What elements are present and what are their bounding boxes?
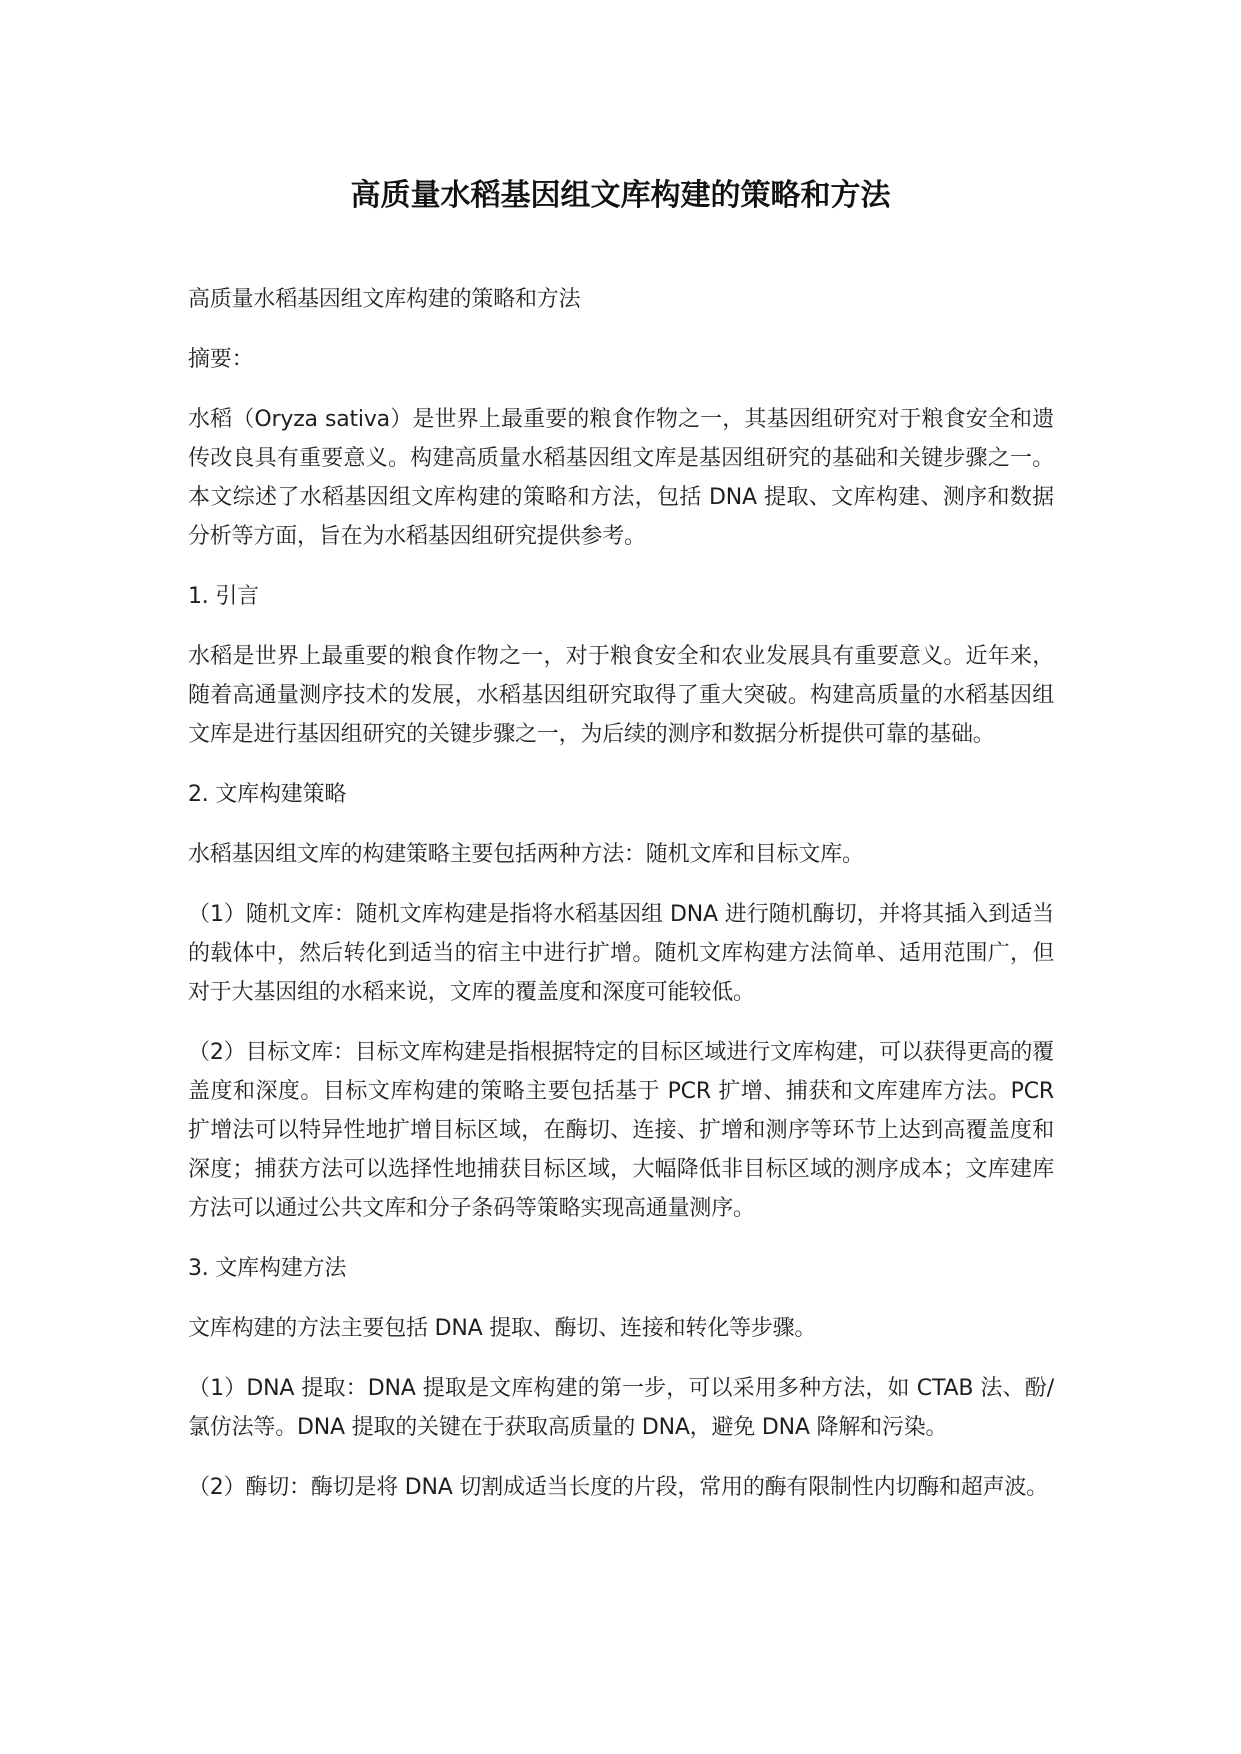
methods-dna-extraction-paragraph: （1）DNA 提取：DNA 提取是文库构建的第一步，可以采用多种方法，如 CTAB 法、酚/氯仿法等。DNA 提取的关键在于获取高质量的 DNA，避免 DNA 降解和污染。 (188, 1376, 1054, 1440)
strategy-random-library-paragraph: （1）随机文库：随机文库构建是指将水稻基因组 DNA 进行随机酶切，并将其插入到适当的载体中，然后转化到适当的宿主中进行扩增。随机文库构建方法简单、适用范围广，但对于大基因组的水稻来说，文库的覆盖度和深度可能较低。 (188, 902, 1054, 1005)
document-body (188, 280, 1054, 1528)
abstract-paragraph: 水稻（Oryza sativa）是世界上最重要的粮食作物之一，其基因组研究对于粮食安全和遗传改良具有重要意义。构建高质量水稻基因组文库是基因组研究的基础和关键步骤之一。本文综述了水稻基因组文库构建的策略和方法，包括 DNA 提取、文库构建、测序和数据分析等方面，旨在为水稻基因组研究提供参考。 (188, 407, 1054, 549)
section-heading-introduction: 1. 引言 (188, 584, 259, 609)
strategy-target-library-paragraph: （2）目标文库：目标文库构建是指根据特定的目标区域进行文库构建，可以获得更高的覆盖度和深度。目标文库构建的策略主要包括基于 PCR 扩增、捕获和文库建库方法。PCR 扩增法可以特异性地扩增目标区域，在酶切、连接、扩增和测序等环节上达到高覆盖度和深度；捕获方法可以选择性地捕获目标区域，大幅降低非目标区域的测序成本；文库建库方法可以通过公共文库和分子条码等策略实现高通量测序。 (188, 1040, 1054, 1221)
section-heading-strategy: 2. 文库构建策略 (188, 782, 347, 807)
document-title: 高质量水稻基因组文库构建的策略和方法 (350, 178, 891, 213)
methods-paragraph: 文库构建的方法主要包括 DNA 提取、酶切、连接和转化等步骤。 (188, 1316, 817, 1341)
section-heading-methods: 3. 文库构建方法 (188, 1256, 347, 1281)
methods-digestion-paragraph: （2）酶切：酶切是将 DNA 切割成适当长度的片段，常用的酶有限制性内切酶和超声波。 (188, 1475, 1049, 1500)
strategy-paragraph: 水稻基因组文库的构建策略主要包括两种方法：随机文库和目标文库。 (188, 842, 864, 867)
abstract-heading: 摘要： (188, 347, 254, 372)
introduction-paragraph: 水稻是世界上最重要的粮食作物之一，对于粮食安全和农业发展具有重要意义。近年来，随着高通量测序技术的发展，水稻基因组研究取得了重大突破。构建高质量的水稻基因组文库是进行基因组研究的关键步骤之一，为后续的测序和数据分析提供可靠的基础。 (188, 644, 1054, 747)
subtitle-paragraph: 高质量水稻基因组文库构建的策略和方法 (188, 287, 581, 312)
